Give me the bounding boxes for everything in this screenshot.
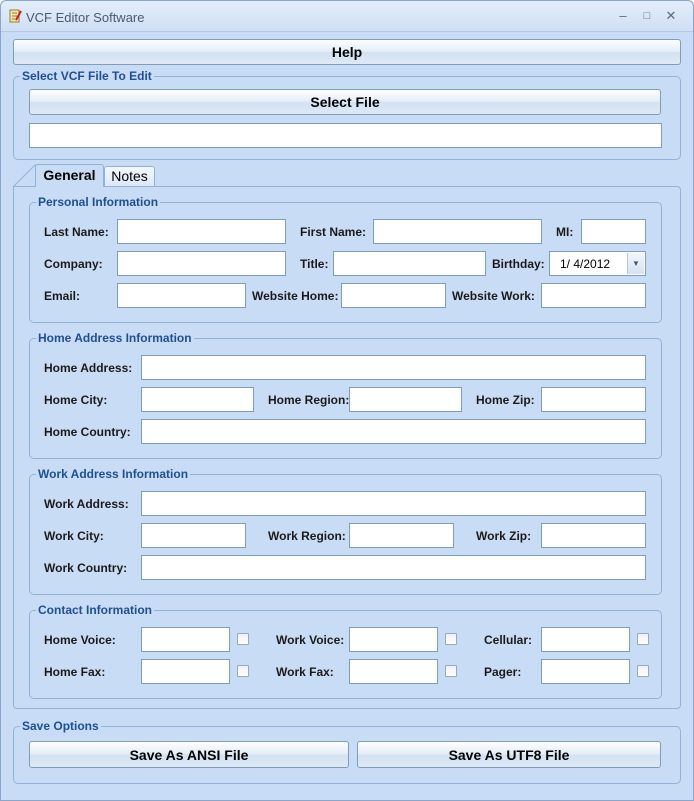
email-label: Email: [44,289,81,303]
website-home-field[interactable] [341,283,446,308]
title-label: Title: [300,257,329,271]
email-field[interactable] [117,283,246,308]
mi-field[interactable] [581,219,646,244]
mi-label: MI: [556,225,574,239]
work-country-field[interactable] [141,555,646,580]
close-button[interactable]: ✕ [665,8,677,23]
birthday-date-picker[interactable] [549,251,646,276]
work-voice-label: Work Voice: [276,633,345,647]
last-name-field[interactable] [117,219,286,244]
home-city-field[interactable] [141,387,254,412]
work-address-field[interactable] [141,491,646,516]
home-zip-field[interactable] [541,387,646,412]
work-zip-label: Work Zip: [476,529,532,543]
home-country-field[interactable] [141,419,646,444]
work-voice-checkbox[interactable] [445,633,457,645]
select-file-button[interactable]: Select File [29,89,661,115]
company-field[interactable] [117,251,286,276]
home-zip-label: Home Zip: [476,393,535,407]
save-ansi-button[interactable]: Save As ANSI File [29,741,349,768]
contact-info-group [29,603,662,699]
tab-general[interactable]: General [35,164,104,187]
home-region-label: Home Region: [268,393,350,407]
app-icon [7,8,23,24]
home-voice-field[interactable] [141,627,230,652]
first-name-field[interactable] [373,219,542,244]
pager-checkbox[interactable] [637,665,649,677]
work-fax-field[interactable] [349,659,438,684]
work-country-label: Work Country: [44,561,128,575]
select-file-group-label: Select VCF File To Edit [22,69,152,83]
home-fax-checkbox[interactable] [237,665,249,677]
website-home-label: Website Home: [252,289,339,303]
work-city-label: Work City: [44,529,104,543]
tab-corner [13,164,37,188]
work-voice-field[interactable] [349,627,438,652]
contact-info-label: Contact Information [38,603,152,617]
work-zip-field[interactable] [541,523,646,548]
minimize-button[interactable]: – [619,8,627,23]
cellular-label: Cellular: [484,633,533,647]
file-path-field[interactable] [29,123,662,148]
title-bar[interactable] [1,1,693,32]
work-address-label: Work Address Information [38,467,189,481]
birthday-value: 1/ 4/2012 [560,257,611,271]
home-city-label: Home City: [44,393,108,407]
home-country-label: Home Country: [44,425,131,439]
maximize-button[interactable]: □ [643,10,651,22]
home-address-field-label: Home Address: [44,361,133,375]
work-fax-checkbox[interactable] [445,665,457,677]
last-name-label: Last Name: [44,225,109,239]
pager-field[interactable] [541,659,630,684]
work-city-field[interactable] [141,523,246,548]
save-utf8-button[interactable]: Save As UTF8 File [357,741,661,768]
window-title: VCF Editor Software [26,10,145,25]
website-work-field[interactable] [541,283,646,308]
birthday-label: Birthday: [492,257,545,271]
website-work-label: Website Work: [452,289,535,303]
pager-label: Pager: [484,665,522,679]
personal-info-label: Personal Information [38,195,159,209]
home-fax-field[interactable] [141,659,230,684]
home-voice-label: Home Voice: [44,633,116,647]
chevron-down-icon[interactable]: ▼ [627,253,644,274]
work-region-label: Work Region: [268,529,346,543]
company-label: Company: [44,257,103,271]
cellular-field[interactable] [541,627,630,652]
first-name-label: First Name: [300,225,367,239]
work-region-field[interactable] [349,523,454,548]
home-fax-label: Home Fax: [44,665,106,679]
work-fax-label: Work Fax: [276,665,334,679]
tab-notes[interactable]: Notes [104,166,155,186]
home-address-field[interactable] [141,355,646,380]
help-button[interactable]: Help [13,39,681,65]
work-address-field-label: Work Address: [44,497,129,511]
home-address-label: Home Address Information [38,331,192,345]
home-region-field[interactable] [349,387,462,412]
title-field[interactable] [333,251,486,276]
home-voice-checkbox[interactable] [237,633,249,645]
cellular-checkbox[interactable] [637,633,649,645]
save-options-label: Save Options [22,719,99,733]
